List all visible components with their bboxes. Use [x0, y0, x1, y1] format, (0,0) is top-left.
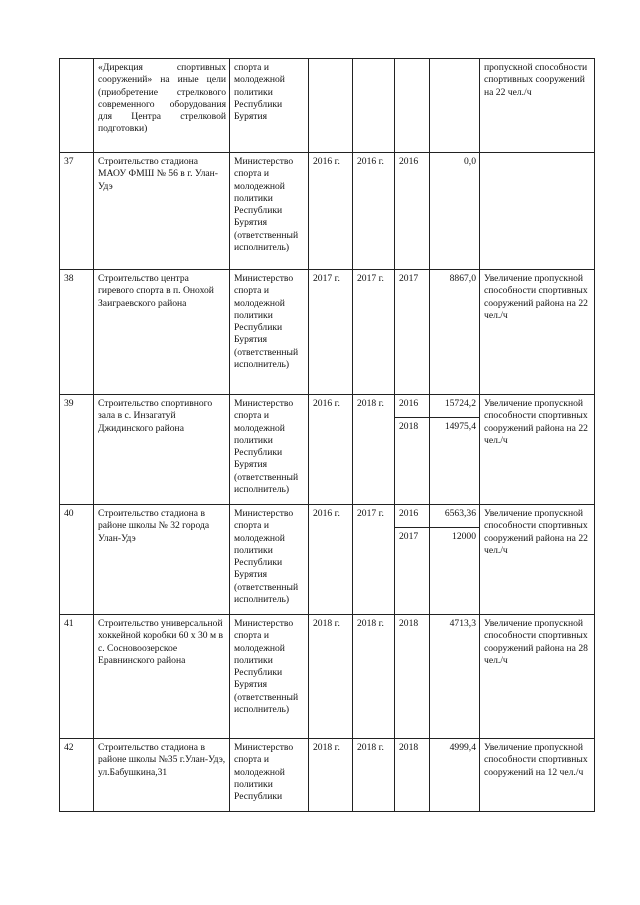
row-number: 37 — [60, 153, 94, 270]
end-year: 2018 г. — [353, 739, 395, 812]
row-number: 40 — [60, 505, 94, 615]
measure-name: Строительство спортивного зала в с. Инзагатуй Джидинского района — [94, 395, 230, 505]
end-year: 2018 г. — [353, 395, 395, 505]
funding-amount: 4713,3 — [430, 615, 480, 739]
funding-amount: 15724,2 — [430, 395, 480, 418]
funding-amount — [430, 59, 480, 153]
funding-amount: 0,0 — [430, 153, 480, 270]
table-row — [60, 739, 595, 812]
executor: Министерство спорта и молодежной политики Республики Бурятия (ответственный исполнитель) — [230, 395, 309, 505]
funding-year: 2018 — [395, 615, 430, 739]
start-year: 2016 г. — [309, 395, 353, 505]
measure-name: Строительство стадиона МАОУ ФМШ № 56 в г. Улан-Удэ — [94, 153, 230, 270]
row-number: 41 — [60, 615, 94, 739]
expected-result: Увеличение пропускной способности спортивных сооружений на 12 чел./ч — [480, 739, 595, 812]
end-year — [353, 59, 395, 153]
row-number: 38 — [60, 270, 94, 395]
expected-result — [480, 153, 595, 270]
funding-year: 2016 — [395, 505, 430, 528]
table-row — [60, 615, 595, 739]
table-row — [60, 505, 595, 528]
funding-year: 2017 — [395, 528, 430, 615]
funding-year: 2016 — [395, 153, 430, 270]
funding-year: 2016 — [395, 395, 430, 418]
executor: спорта и молодежной политики Республики Бурятия — [230, 59, 309, 153]
start-year: 2018 г. — [309, 615, 353, 739]
start-year — [309, 59, 353, 153]
expected-result: Увеличение пропускной способности спортивных сооружений района на 28 чел./ч — [480, 615, 595, 739]
funding-year: 2017 — [395, 270, 430, 395]
funding-amount: 14975,4 — [430, 418, 480, 505]
end-year: 2017 г. — [353, 270, 395, 395]
row-number: 39 — [60, 395, 94, 505]
funding-year: 2018 — [395, 739, 430, 812]
executor: Министерство спорта и молодежной политики Республики — [230, 739, 309, 812]
funding-year: 2018 — [395, 418, 430, 505]
funding-amount: 6563,36 — [430, 505, 480, 528]
measure-name: Строительство стадиона в районе школы № 32 города Улан-Удэ — [94, 505, 230, 615]
program-table — [59, 58, 595, 812]
end-year: 2018 г. — [353, 615, 395, 739]
table-row — [60, 270, 595, 395]
executor: Министерство спорта и молодежной политики Республики Бурятия (ответственный исполнитель) — [230, 153, 309, 270]
row-number: 42 — [60, 739, 94, 812]
start-year: 2018 г. — [309, 739, 353, 812]
table-row — [60, 59, 595, 153]
expected-result: Увеличение пропускной способности спортивных сооружений района на 22 чел./ч — [480, 395, 595, 505]
funding-year — [395, 59, 430, 153]
row-number — [60, 59, 94, 153]
funding-amount: 8867,0 — [430, 270, 480, 395]
expected-result: Увеличение пропускной способности спортивных сооружений района на 22 чел./ч — [480, 270, 595, 395]
funding-amount: 12000 — [430, 528, 480, 615]
measure-name: Строительство универсальной хоккейной коробки 60 х 30 м в с. Сосновоозерское Еравнинского района — [94, 615, 230, 739]
funding-amount: 4999,4 — [430, 739, 480, 812]
end-year: 2017 г. — [353, 505, 395, 615]
expected-result: Увеличение пропускной способности спортивных сооружений района на 22 чел./ч — [480, 505, 595, 615]
measure-name: Строительство стадиона в районе школы №35 г.Улан-Удэ, ул.Бабушкина,31 — [94, 739, 230, 812]
table-row — [60, 153, 595, 270]
measure-name: «Дирекция спортивных сооружений» на иные цели (приобретение стрелкового современного оборудования для Центра стрелковой подготовки) — [94, 59, 230, 153]
executor: Министерство спорта и молодежной политики Республики Бурятия (ответственный исполнитель) — [230, 615, 309, 739]
executor: Министерство спорта и молодежной политики Республики Бурятия (ответственный исполнитель) — [230, 270, 309, 395]
end-year: 2016 г. — [353, 153, 395, 270]
start-year: 2016 г. — [309, 153, 353, 270]
start-year: 2017 г. — [309, 270, 353, 395]
measure-name: Строительство центра гиревого спорта в п. Онохой Заиграевского района — [94, 270, 230, 395]
executor: Министерство спорта и молодежной политики Республики Бурятия (ответственный исполнитель) — [230, 505, 309, 615]
start-year: 2016 г. — [309, 505, 353, 615]
table-row — [60, 395, 595, 418]
expected-result: пропускной способности спортивных сооружений на 22 чел./ч — [480, 59, 595, 153]
